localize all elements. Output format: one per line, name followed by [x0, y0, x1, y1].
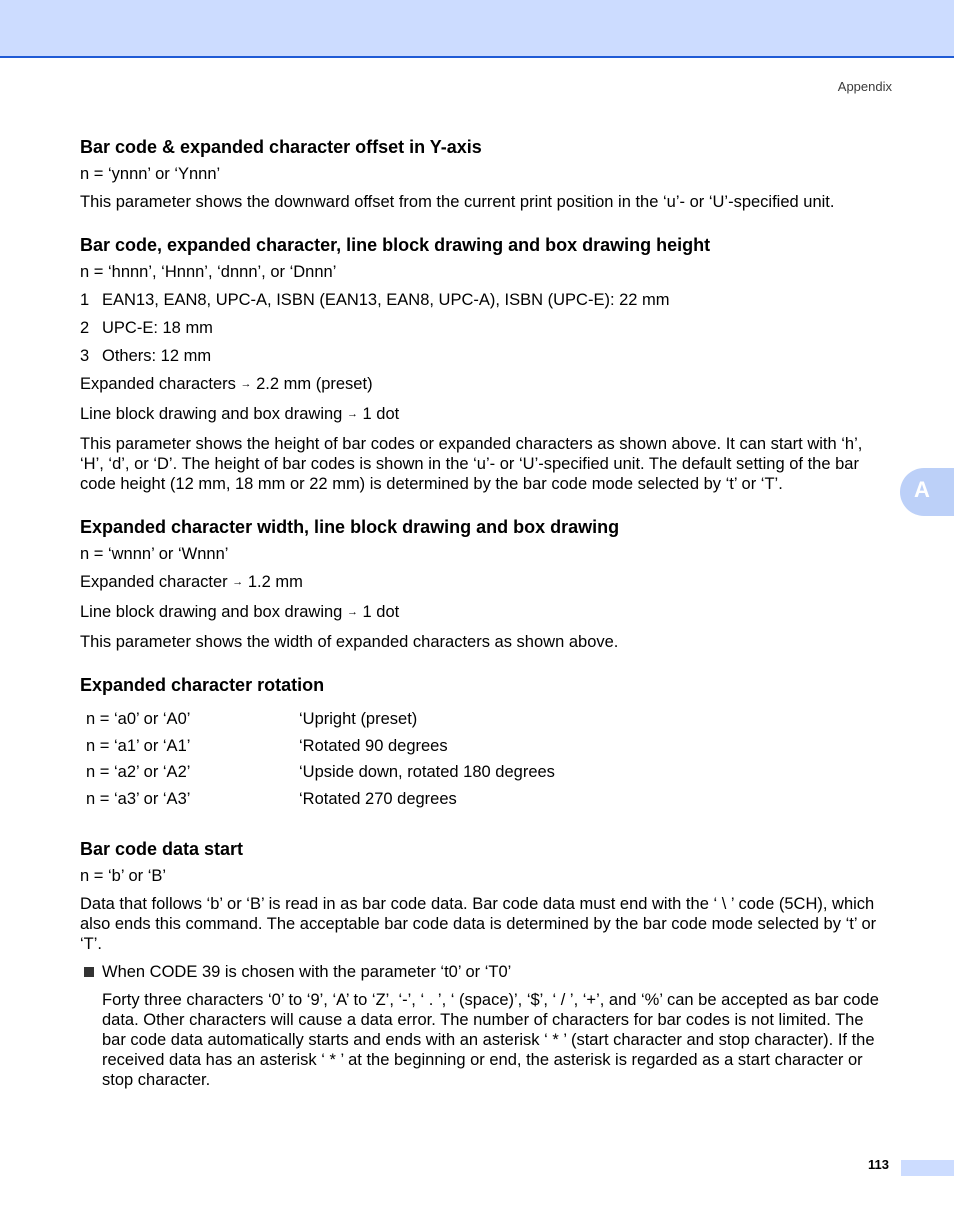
header-band [0, 0, 954, 58]
item-text: UPC-E: 18 mm [102, 319, 213, 337]
square-bullet-icon [84, 967, 94, 977]
page-number: 113 [868, 1157, 889, 1172]
description: This parameter shows the downward offset from the current print position in the ‘u’- or ‘U’-specified unit. [80, 193, 835, 211]
section-title: Bar code, expanded character, line block drawing and box drawing height [80, 235, 711, 255]
list-item [80, 346, 890, 366]
list-item [80, 290, 890, 310]
rotation-param: n = ‘a2’ or ‘A2’ [86, 763, 191, 781]
rotation-meaning: ‘Rotated 270 degrees [299, 789, 457, 808]
expanded-label: Expanded character [80, 573, 228, 591]
line-block-label: Line block drawing and box drawing [80, 603, 343, 621]
arrow-icon: → [346, 606, 358, 618]
param-line: n = ‘hnnn’, ‘Hnnn’, ‘dnnn’, or ‘Dnnn’ [80, 263, 337, 281]
param-line: n = ‘ynnn’ or ‘Ynnn’ [80, 165, 221, 183]
rotation-meaning: ‘Rotated 90 degrees [299, 736, 448, 755]
arrow-icon: → [232, 576, 244, 588]
section-title: Expanded character width, line block drawing and box drawing [80, 517, 620, 537]
item-number: 1 [80, 291, 90, 309]
section-y-offset [80, 136, 890, 212]
line-block-default-line [80, 404, 890, 426]
item-text: Others: 12 mm [102, 347, 212, 365]
item-number: 2 [80, 319, 90, 337]
section-rotation [80, 674, 890, 816]
rotation-param: n = ‘a3’ or ‘A3’ [86, 789, 191, 808]
section-title: Expanded character rotation [80, 675, 325, 695]
rotation-table [86, 710, 555, 816]
bullet-item [84, 962, 890, 982]
footer-bar [901, 1160, 954, 1176]
bullet-text: When CODE 39 is chosen with the parameter ‘t0’ or ‘T0’ [102, 963, 512, 981]
arrow-icon: → [240, 378, 252, 390]
table-row [86, 763, 555, 790]
arrow-icon: → [346, 408, 358, 420]
rotation-meaning: ‘Upside down, rotated 180 degrees [299, 763, 555, 781]
section-title: Bar code data start [80, 839, 244, 859]
page-content [80, 136, 890, 1112]
section-title: Bar code & expanded character offset in Y-axis [80, 137, 482, 157]
description: This parameter shows the height of bar codes or expanded characters as shown above. It can start with ‘h’, ‘H’, ‘d’, or ‘D’. The height of bar codes is shown in the ‘u’- or ‘U’-specified unit. The default setting of the bar code height (12 mm, 18 mm or 22 mm) is determined by the bar code mode selected by ‘t’ or ‘T’. [80, 435, 863, 493]
line-block-label: Line block drawing and box drawing [80, 405, 343, 423]
description: Data that follows ‘b’ or ‘B’ is read in as bar code data. Bar code data must end with the ‘ \ ’ code (5CH), which also ends this command. The acceptable bar code data is determined by the bar code mode selected by ‘t’ or ‘T’. [80, 895, 877, 953]
table-row [86, 737, 555, 764]
param-line: n = ‘wnnn’ or ‘Wnnn’ [80, 545, 229, 563]
section-width [80, 516, 890, 652]
line-block-default-line [80, 602, 890, 624]
section-height [80, 234, 890, 494]
description: This parameter shows the width of expanded characters as shown above. [80, 633, 619, 651]
item-text: EAN13, EAN8, UPC-A, ISBN (EAN13, EAN8, UPC-A), ISBN (UPC-E): 22 mm [102, 291, 670, 309]
section-data-start [80, 838, 890, 1090]
param-line: n = ‘b’ or ‘B’ [80, 867, 167, 885]
side-tab-letter: A [914, 477, 930, 502]
expanded-label: Expanded characters [80, 375, 236, 393]
table-row [86, 710, 555, 737]
expanded-default-line [80, 374, 890, 396]
rotation-param: n = ‘a0’ or ‘A0’ [86, 710, 191, 728]
expanded-value: 2.2 mm (preset) [256, 375, 373, 393]
line-block-value: 1 dot [362, 603, 400, 621]
list-item [80, 318, 890, 338]
rotation-meaning: ‘Upright (preset) [299, 710, 418, 728]
appendix-side-tab [900, 468, 954, 516]
rotation-param: n = ‘a1’ or ‘A1’ [86, 736, 191, 755]
table-row [86, 790, 555, 817]
expanded-default-line [80, 572, 890, 594]
line-block-value: 1 dot [362, 405, 400, 423]
running-head: Appendix [837, 79, 892, 94]
item-number: 3 [80, 347, 90, 365]
bullet-description: Forty three characters ‘0’ to ‘9’, ‘A’ to ‘Z’, ‘-’, ‘ . ’, ‘ (space)’, ‘$’, ‘ / ’, ‘+’, and ‘%’ can be accepted as bar code data. Other characters will cause a data error. The number of characters for bar codes is not limited. The bar code data automatically starts and ends with an asterisk ‘ * ’ (start character and stop character). If the received data has an asterisk ‘ * ’ at the beginning or end, the asterisk is regarded as a start character or stop character. [102, 991, 879, 1089]
expanded-value: 1.2 mm [247, 573, 303, 591]
